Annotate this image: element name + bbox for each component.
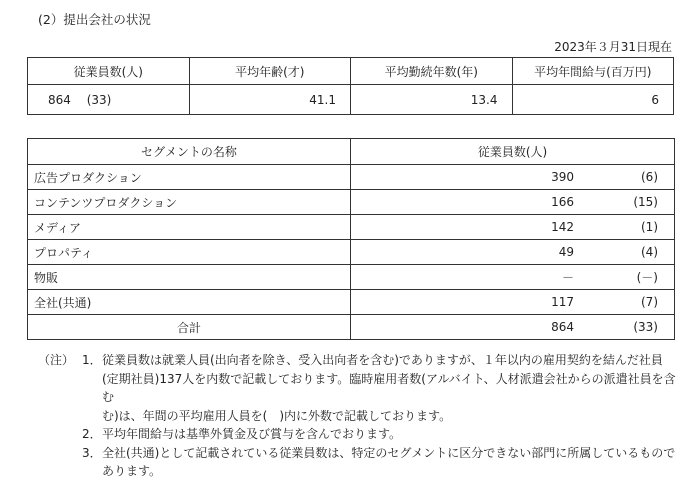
value-average-salary: 6 [512, 85, 674, 115]
footnote-1-line-2 [38, 370, 678, 407]
note-text: 従業員数は就業人員(出向者を除き、受入出向者を含む)でありますが、１年以内の雇用契約を結んだ社員 [102, 353, 663, 367]
total-employee-count: 864 [551, 320, 574, 334]
employee-count: 142 [551, 220, 574, 234]
value-average-tenure: 13.4 [351, 85, 513, 115]
note-number: 3． [82, 445, 102, 460]
header-segment-name: セグメントの名称 [28, 139, 351, 165]
employee-count: 117 [551, 295, 574, 309]
table-row [28, 265, 675, 290]
table-row [28, 190, 675, 215]
section-heading: (2）提出会社の状況 [38, 12, 151, 27]
temporary-count: (1) [641, 220, 658, 234]
total-row [28, 315, 675, 340]
segment-table [27, 138, 675, 340]
total-count-cell [351, 315, 675, 340]
total-temporary-count: (33) [633, 320, 658, 334]
segment-name: プロパティ [28, 240, 351, 265]
employee-count: 390 [551, 170, 574, 184]
footnote-1-line-3 [38, 407, 678, 426]
segment-name: 物販 [28, 265, 351, 290]
note-indent [82, 407, 102, 426]
header-employee-count: 従業員数(人) [28, 58, 190, 85]
table-row [28, 240, 675, 265]
table-row [28, 215, 675, 240]
header-segment-employees: 従業員数(人) [351, 139, 675, 165]
footnote-1 [38, 351, 678, 370]
segment-name: コンテンツプロダクション [28, 190, 351, 215]
segment-header-row [28, 139, 675, 165]
segment-name: 広告プロダクション [28, 165, 351, 190]
temporary-count: (4) [641, 245, 658, 259]
note-number: 1． [82, 353, 102, 367]
note-text: (定期社員)137人を内数で記載しております。臨時雇用者数(アルバイト、人材派遣会社からの派遣社員を含む [102, 371, 676, 404]
footnote-3 [38, 444, 678, 463]
note-indent [82, 462, 102, 481]
employee-count: － [561, 270, 574, 285]
note-text: 全社(共通)として記載されている従業員数は、特定のセグメントに区分できない部門に所属しているもので [102, 445, 676, 460]
segment-count-cell [351, 165, 675, 190]
summary-header-row [28, 58, 674, 85]
note-indent [38, 425, 82, 444]
segment-count-cell [351, 240, 675, 265]
summary-value-row [28, 85, 674, 115]
segment-count-cell [351, 190, 675, 215]
employee-count: 49 [558, 245, 574, 259]
employee-count: 166 [551, 195, 574, 209]
as-of-date: 2023年３月31日現在 [554, 40, 672, 54]
footnote-3-line-2 [38, 462, 678, 481]
footnotes [38, 351, 678, 481]
note-indent [82, 370, 102, 407]
note-text: あります。 [102, 464, 162, 478]
segment-name: メディア [28, 215, 351, 240]
segment-count-cell [351, 290, 675, 315]
temporary-count: (－) [636, 270, 658, 285]
total-label: 合計 [28, 315, 351, 340]
note-prefix: （注） [38, 353, 75, 367]
note-text: 平均年間給与は基準外賃金及び賞与を含んでおります。 [102, 427, 402, 441]
value-employee-count: 864 (33) [28, 85, 190, 115]
summary-table [27, 57, 674, 115]
header-average-age: 平均年齢(才) [189, 58, 351, 85]
value-average-age: 41.1 [189, 85, 351, 115]
table-row [28, 290, 675, 315]
segment-count-cell [351, 265, 675, 290]
header-average-salary: 平均年間給与(百万円) [512, 58, 674, 85]
segment-count-cell [351, 215, 675, 240]
table-row [28, 165, 675, 190]
note-number: 2． [82, 427, 102, 441]
segment-name: 全社(共通) [28, 290, 351, 315]
note-indent [38, 444, 82, 463]
footnote-2 [38, 425, 678, 444]
note-indent [38, 462, 82, 481]
temporary-count: (6) [641, 170, 658, 184]
note-indent [38, 370, 82, 407]
note-indent [38, 407, 82, 426]
temporary-count: (7) [641, 295, 658, 309]
header-average-tenure: 平均勤続年数(年) [351, 58, 513, 85]
note-text: む)は、年間の平均雇用人員を( )内に外数で記載しております。 [102, 408, 452, 423]
temporary-count: (15) [633, 195, 658, 209]
